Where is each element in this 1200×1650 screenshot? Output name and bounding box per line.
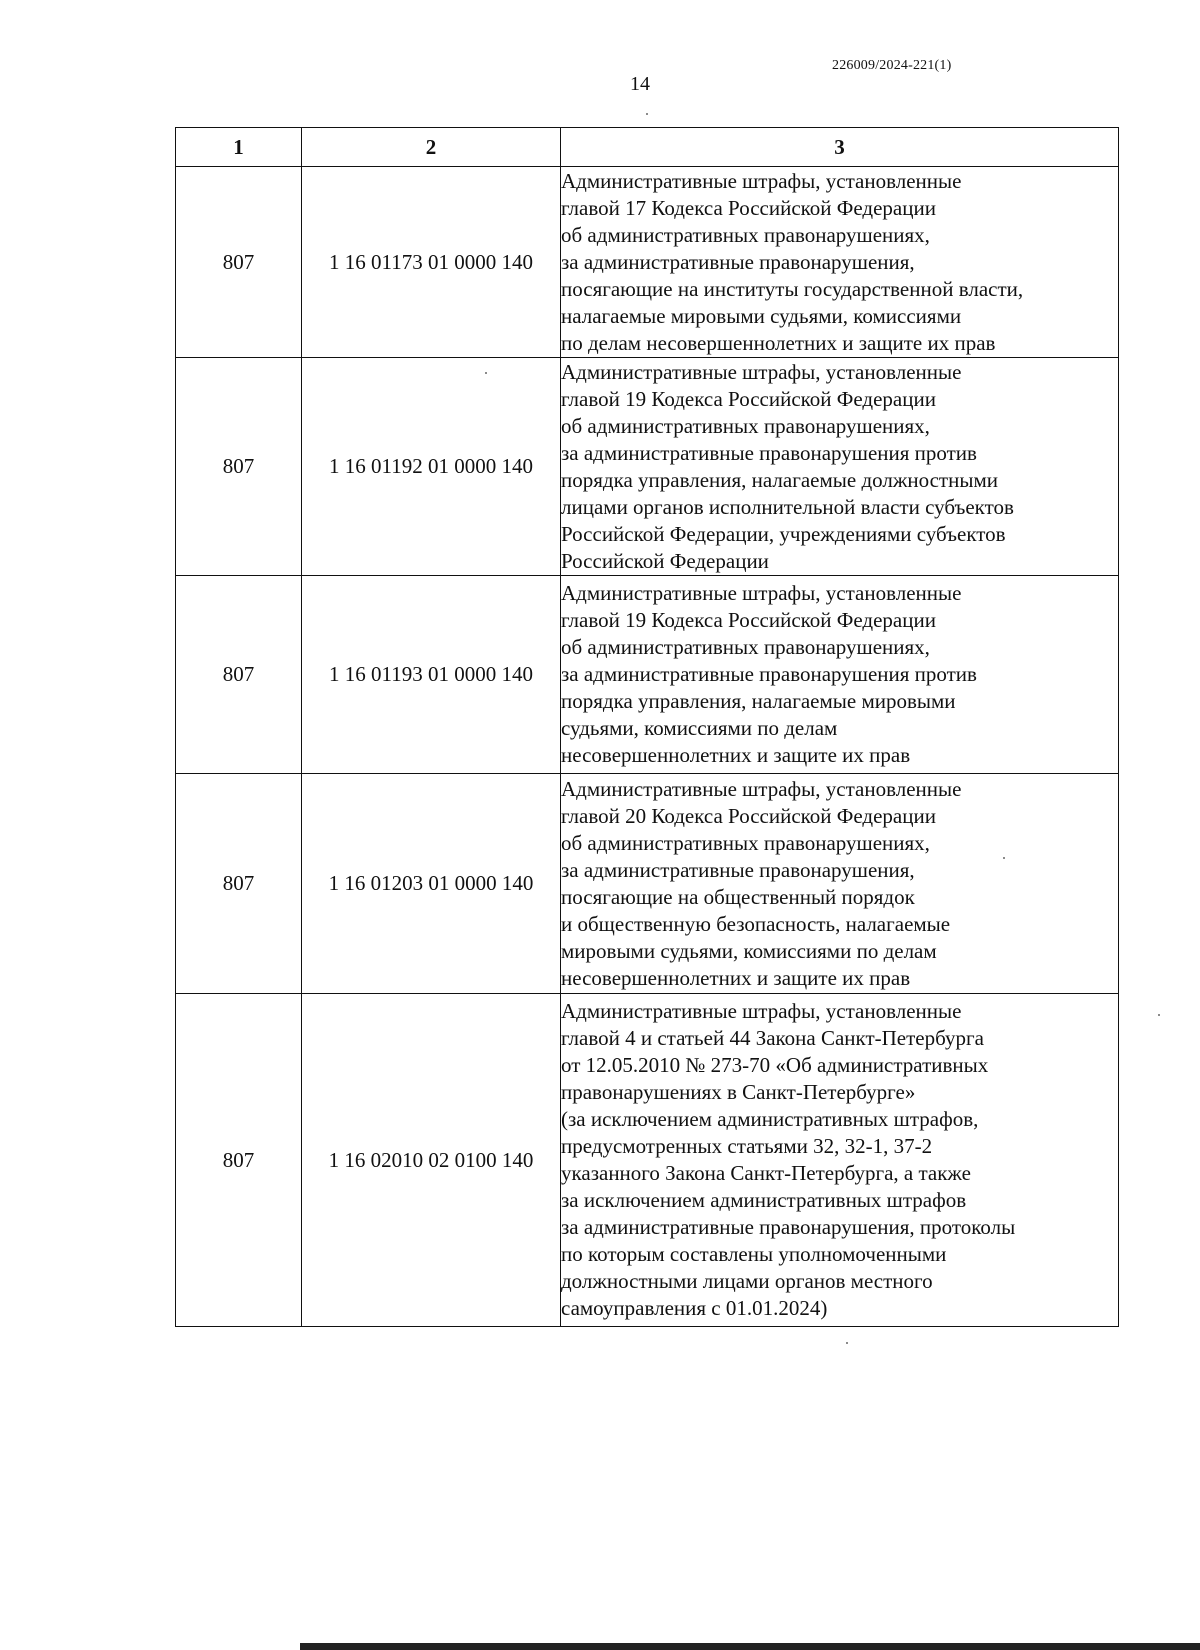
table-row [176, 576, 1119, 774]
description-line: за административные правонарушения против [561, 440, 977, 465]
description-line: от 12.05.2010 № 273-70 «Об административных [561, 1053, 989, 1077]
description-cell [561, 994, 1119, 1327]
description-line: и общественную безопасность, налагаемые [561, 911, 951, 936]
column-header-1: 1 [176, 128, 302, 167]
scan-speck [846, 1342, 848, 1344]
description-line: за административные правонарушения против [561, 662, 977, 686]
description-line: за административные правонарушения, [561, 857, 915, 882]
description-line: лицами органов исполнительной власти субъектов [561, 494, 1014, 519]
description-line: мировыми судьями, комиссиями по делам [561, 938, 937, 963]
description-line: по которым составлены уполномоченными [561, 1242, 947, 1266]
admin-code-cell: 807 [176, 167, 302, 358]
description-line: порядка управления, налагаемые должностными [561, 467, 998, 492]
description-line: об административных правонарушениях, [561, 413, 930, 438]
description-line: самоуправления с 01.01.2024) [561, 1296, 828, 1320]
description-cell [561, 774, 1119, 994]
description-cell [561, 358, 1119, 576]
scan-edge-bar [300, 1643, 1200, 1650]
admin-code-cell: 807 [176, 774, 302, 994]
description-line: за административные правонарушения, протоколы [561, 1215, 1016, 1239]
document-reference-number: 226009/2024-221(1) [832, 58, 952, 73]
kbk-code-cell: 1 16 01192 01 0000 140 [302, 358, 561, 576]
table-row [176, 774, 1119, 994]
description-line: (за исключением административных штрафов, [561, 1107, 979, 1131]
description-line: Административные штрафы, установленные [561, 776, 962, 801]
description-line: правонарушениях в Санкт-Петербурге» [561, 1080, 916, 1104]
kbk-code-cell: 1 16 01193 01 0000 140 [302, 576, 561, 774]
description-line: Российской Федерации, учреждениями субъектов [561, 521, 1006, 546]
description-line: за административные правонарушения, [561, 249, 915, 274]
description-line: несовершеннолетних и защите их прав [561, 743, 911, 767]
description-line: Административные штрафы, установленные [561, 581, 962, 605]
description-line: предусмотренных статьями 32, 32-1, 37-2 [561, 1134, 933, 1158]
description-cell [561, 576, 1119, 774]
kbk-code-cell: 1 16 01173 01 0000 140 [302, 167, 561, 358]
admin-code-cell: 807 [176, 994, 302, 1327]
description-line: посягающие на институты государственной власти, [561, 276, 1024, 301]
description-line: об административных правонарушениях, [561, 222, 930, 247]
description-line: налагаемые мировыми судьями, комиссиями [561, 303, 962, 328]
description-line: главой 20 Кодекса Российской Федерации [561, 803, 936, 828]
description-cell [561, 167, 1119, 358]
table-row [176, 994, 1119, 1327]
description-line: Административные штрафы, установленные [561, 999, 962, 1023]
description-line: несовершеннолетних и защите их прав [561, 965, 911, 990]
admin-code-cell: 807 [176, 358, 302, 576]
description-line: Административные штрафы, установленные [561, 168, 962, 193]
description-line: главой 19 Кодекса Российской Федерации [561, 386, 936, 411]
description-line: главой 4 и статьей 44 Закона Санкт-Петербурга [561, 1026, 984, 1050]
table-header-row [176, 128, 1119, 167]
scan-speck [1158, 1014, 1160, 1016]
kbk-code-cell: 1 16 01203 01 0000 140 [302, 774, 561, 994]
column-header-2: 2 [302, 128, 561, 167]
column-header-3: 3 [561, 128, 1119, 167]
scan-speck [646, 113, 648, 115]
admin-code-cell: 807 [176, 576, 302, 774]
description-line: Административные штрафы, установленные [561, 359, 962, 384]
description-line: должностными лицами органов местного [561, 1269, 933, 1293]
description-line: порядка управления, налагаемые мировыми [561, 689, 956, 713]
description-line: за исключением административных штрафов [561, 1188, 967, 1212]
table-row [176, 167, 1119, 358]
kbk-code-cell: 1 16 02010 02 0100 140 [302, 994, 561, 1327]
description-line: Российской Федерации [561, 548, 769, 573]
description-line: посягающие на общественный порядок [561, 884, 915, 909]
page-number: 14 [630, 73, 650, 95]
budget-classification-table [175, 127, 1119, 1327]
table-row [176, 358, 1119, 576]
description-line: по делам несовершеннолетних и защите их прав [561, 330, 996, 355]
description-line: главой 17 Кодекса Российской Федерации [561, 195, 936, 220]
description-line: судьями, комиссиями по делам [561, 716, 838, 740]
description-line: главой 19 Кодекса Российской Федерации [561, 608, 936, 632]
description-line: указанного Закона Санкт-Петербурга, а также [561, 1161, 971, 1185]
description-line: об административных правонарушениях, [561, 830, 930, 855]
description-line: об административных правонарушениях, [561, 635, 930, 659]
